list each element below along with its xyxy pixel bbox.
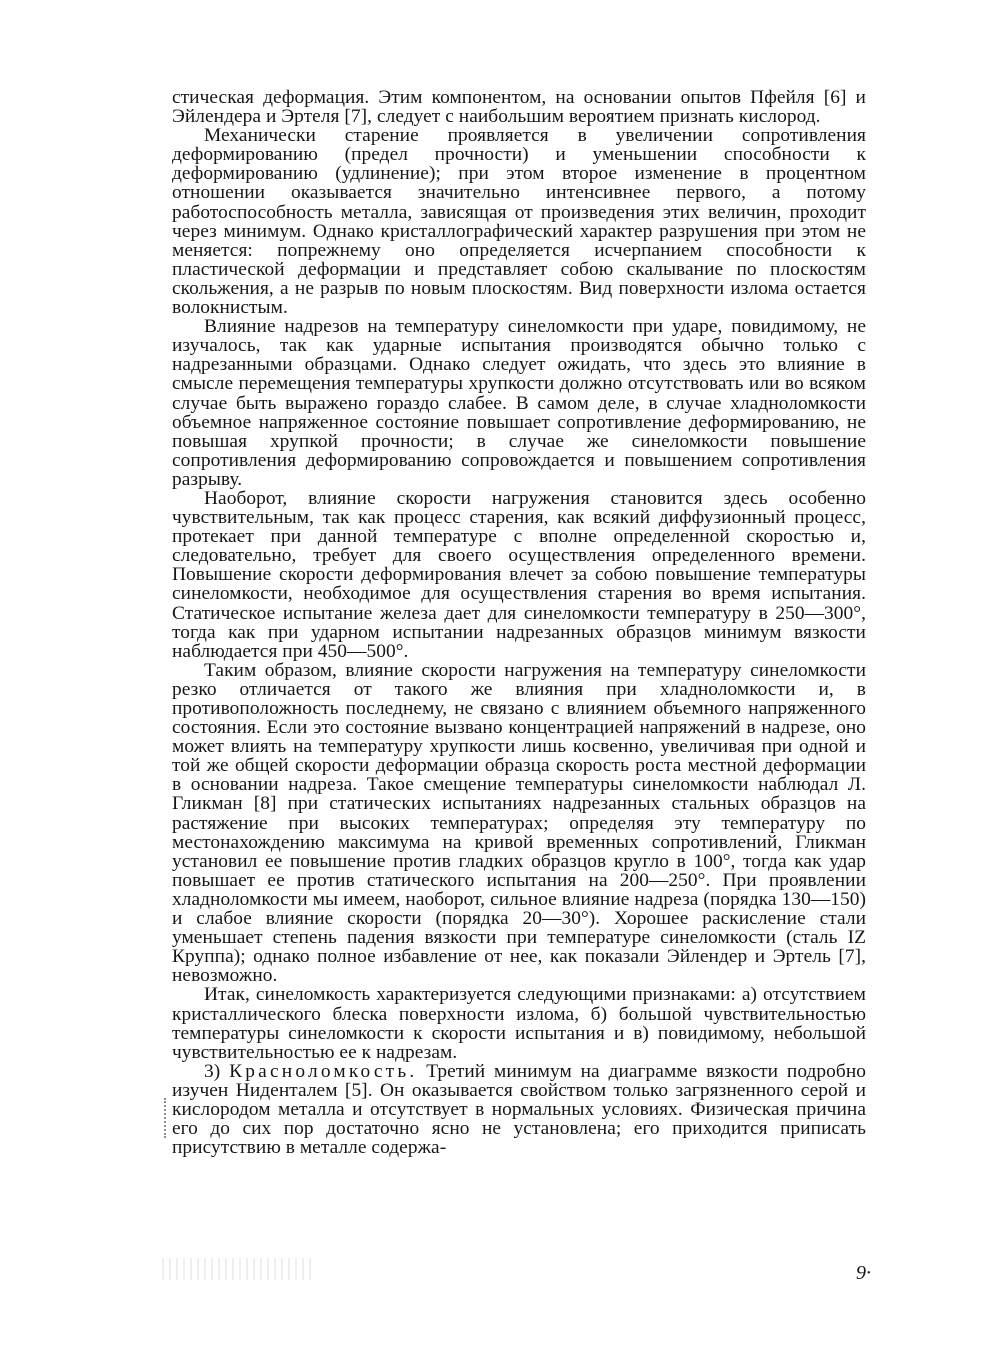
scan-smudge <box>162 1258 312 1280</box>
margin-mark <box>164 1098 174 1138</box>
paragraph-7 <box>172 1062 866 1157</box>
paragraph-6: Итак, синеломкость характеризуется следующими признаками: а) отсутствием кристаллического блеска поверхности излома, б) большой чувствительностью температуры синеломкости к скорости испытания и в) повидимому, небольшой чувствительностью ее к надрезам. <box>172 984 866 1063</box>
section-term-krasnolomkost: Красноломкость. <box>229 1060 418 1082</box>
body-text <box>172 88 866 1157</box>
paragraph-3: Влияние надрезов на температуру синеломкости при ударе, повидимому, не изучалось, так как ударные испытания производятся обычно только с надрезанными образцами. Однако следует ожидать, что здесь это влияние в смысле перемещения температуры хрупкости должно отсутствовать или во всяком случае быть выражено гораздо слабее. В самом деле, в случае хладноломкости объемное напряженное состояние повышает сопротивление деформированию, не повышая хрупкой прочности; в случае же синеломкости повышение сопротивления деформированию сопровождается и повышением сопротивления разрыву. <box>172 316 866 490</box>
paragraph-7-text: Третий минимум на диаграмме вязкости подробно изучен Ниденталем [5]. Он оказывается свойством только загрязненного серой и кислородом металла и отсутствует в нормальных условиях. Физическая причина его до сих пор достаточно ясно не установлена; его приходится приписать присутствию в металле содержа- <box>172 1060 866 1159</box>
paragraph-1: стическая деформация. Этим компонентом, на основании опытов Пфейля [6] и Эйлендера и Эртеля [7], следует с наибольшим вероятием признать кислород. <box>172 87 866 128</box>
paragraph-4: Наоборот, влияние скорости нагружения становится здесь особенно чувствительным, так как процесс старения, как всякий диффузионный процесс, протекает при данной температуре с вполне определенной скоростью и, следовательно, требует для своего осуществления определенного времени. Повышение скорости деформирования влечет за собою повышение температуры синеломкости, необходимое для осуществления старения во время испытания. Статическое испытание железа дает для синеломкости температуру в 250—300°, тогда как при ударном испытании надрезанных образцов минимум вязкости наблюдается при 450—500°. <box>172 487 866 662</box>
paragraph-7-prefix: 3) <box>204 1060 230 1082</box>
paragraph-2: Механически старение проявляется в увеличении сопротивления деформированию (предел прочности) и уменьшении способности к деформированию (удлинение); при этом второе изменение в процентном отношении оказывается значительно интенсивнее первого, а потому работоспособность металла, зависящая от произведения этих величин, проходит через минимум. Однако кристаллографический характер разрушения при этом не меняется: попрежнему оно определяется исчерпанием способности к пластической деформации и представляет собою скалывание по плоскостям скольжения, а не разрыв по новым плоскостям. Вид поверхности излома остается волокнистым. <box>172 125 866 319</box>
page-number: 9· <box>856 1262 871 1284</box>
paragraph-5: Таким образом, влияние скорости нагружения на температуру синеломкости резко отличается от такого же влияния при хладноломкости и, в противоположность последнему, не связано с влиянием объемного напряженного состояния. Если это состояние вызвано концентрацией напряжений в надрезе, оно может влиять на температуру хрупкости лишь косвенно, увеличивая при одной и той же общей скорости деформации образца скорость роста местной деформации в основании надреза. Такое смещение температуры синеломкости наблюдал Л. Гликман [8] при статических испытаниях надрезанных стальных образцов на растяжение при высоких температурах; определяя эту температуру по местонахождению максимума на кривой временных сопротивлений, Гликман установил ее повышение против гладких образцов кругло в 100°, тогда как удар повышает ее против статического испытания на 200—250°. При проявлении хладноломкости мы имеем, наоборот, сильное влияние надреза (порядка 130—150) и слабое влияние скорости (порядка 20—30°). Хорошее раскисление стали уменьшает степень падения вязкости при температуре синеломкости (сталь IZ Круппа); однако полное избавление от нее, как показали Эйлендер и Эртель [7], невозможно. <box>172 659 866 987</box>
